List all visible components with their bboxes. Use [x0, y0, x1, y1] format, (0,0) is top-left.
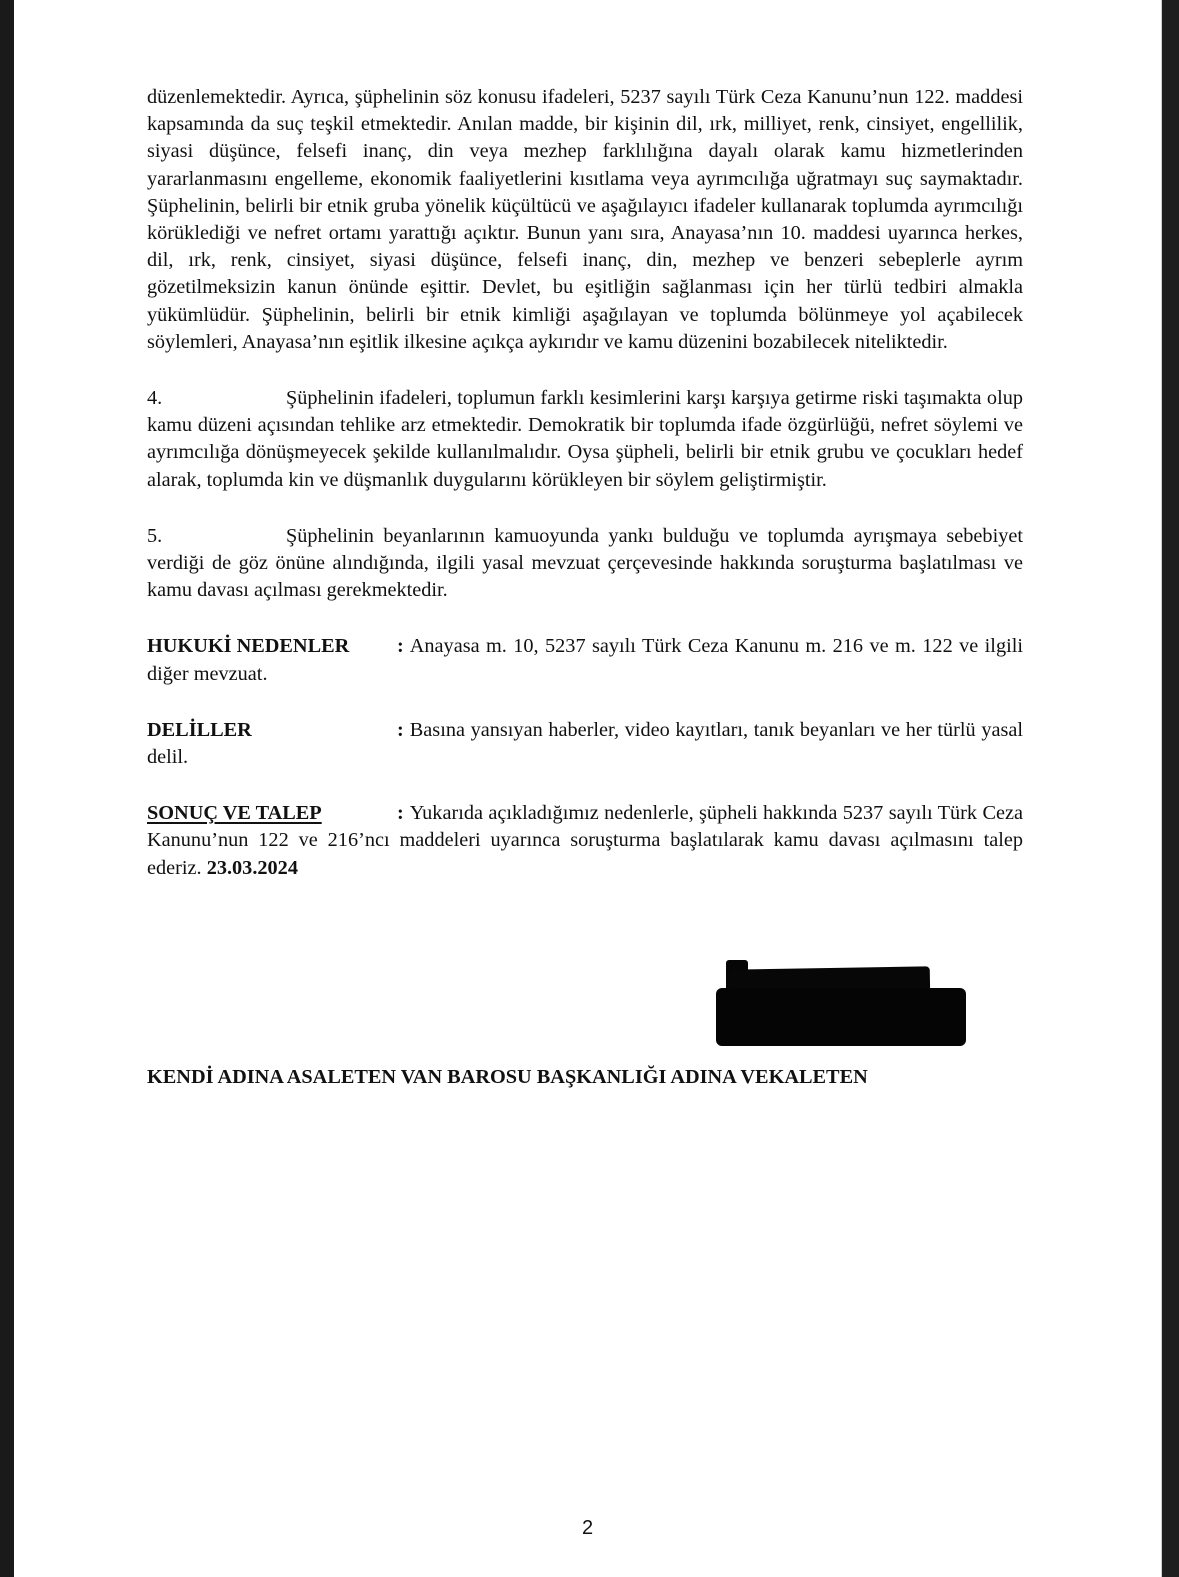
paragraph-text: Şüphelinin ifadeleri, toplumun farklı kesimlerini karşı karşıya getirme riski taşımakta olup kamu düzeni açısından tehlike arz etmektedir. Demokratik bir toplumda ifade özgürlüğü, nefret söylemi ve ayrımcılığa dönüşmeyecek şekilde kullanılmalıdır. Oysa şüpheli, belirli bir etnik grubu ve çocukları hedef alarak, toplumda kin ve düşmanlık duygularını körükleyen bir söylem geliştirmiştir.: [147, 387, 1023, 491]
numbered-paragraph-5: [147, 523, 1023, 605]
section-text: Basına yansıyan haberler, video kayıtları, tanık beyanları ve her türlü yasal delil.: [147, 718, 1023, 769]
page-number: 2: [581, 1517, 594, 1539]
section-heading: SONUÇ VE TALEP: [147, 802, 322, 825]
viewer-right-edge: [1162, 0, 1179, 1577]
signature-line: KENDİ ADINA ASALETEN VAN BAROSU BAŞKANLIĞI ADINA VEKALETEN: [147, 1066, 868, 1088]
paragraph-text: Şüphelinin beyanlarının kamuoyunda yankı bulduğu ve toplumda ayrışmaya sebebiyet verdiği de göz önüne alındığında, ilgili yasal mevzuat çerçevesinde hakkında soruşturma başlatılması ve kamu davası açılması gerekmektedir.: [147, 524, 1023, 602]
section-heading: HUKUKİ NEDENLER: [147, 635, 350, 658]
section-colon: :: [397, 718, 404, 741]
document-page: [14, 0, 1161, 1577]
section-heading: DELİLLER: [147, 718, 252, 741]
paragraph-number: 4.: [147, 387, 163, 410]
conclusion-section: [147, 800, 1023, 882]
section-text: Anayasa m. 10, 5237 sayılı Türk Ceza Kanunu m. 216 ve m. 122 ve ilgili diğer mevzuat.: [147, 635, 1023, 685]
paragraph-number: 5.: [147, 524, 163, 547]
redaction-mark: [716, 988, 966, 1046]
redacted-signature: [716, 960, 966, 1070]
legal-grounds-section: [147, 633, 1023, 687]
page-border: [1161, 0, 1162, 1577]
petition-date: 23.03.2024: [206, 856, 298, 879]
numbered-paragraph-4: [147, 385, 1023, 494]
evidence-section: [147, 717, 1023, 771]
page-content: [147, 84, 1023, 882]
section-text: Yukarıda açıkladığımız nedenlerle, şüpheli hakkında 5237 sayılı Türk Ceza Kanunu’nun 122 ve 216’ncı maddeleri uyarınca soruşturma başlatılarak kamu davası açılmasını talep ederiz.: [147, 802, 1023, 879]
viewer-left-edge: [0, 0, 14, 1577]
section-colon: :: [397, 635, 404, 658]
paragraph-continuation: düzenlemektedir. Ayrıca, şüphelinin söz konusu ifadeleri, 5237 sayılı Türk Ceza Kanunu’nun 122. maddesi kapsamında da suç teşkil etmektedir. Anılan madde, bir kişinin dil, ırk, milliyet, renk, cinsiyet, engellilik, siyasi düşünce, felsefi inanç, din veya mezhep farklılığına dayalı olarak kamu hizmetlerinden yararlanmasını engelleme, ekonomik faaliyetlerini kısıtlama veya ayrımcılığa uğratmayı suç saymaktadır. Şüphelinin, belirli bir etnik gruba yönelik küçültücü ve aşağılayıcı ifadeler kullanarak toplumda ayrımcılığı körüklediği ve nefret ortamı yarattığı açıktır. Bunun yanı sıra, Anayasa’nın 10. maddesi uyarınca herkes, dil, ırk, renk, cinsiyet, siyasi düşünce, felsefi inanç, din, mezhep ve benzeri sebeplerle ayrım gözetilmeksizin kanun önünde eşittir. Devlet, bu eşitliğin sağlanması için her türlü tedbiri almakla yükümlüdür. Şüphelinin, belirli bir etnik kimliği aşağılayan ve toplumda bölünmeye yol açabilecek söylemleri, Anayasa’nın eşitlik ilkesine açıkça aykırıdır ve kamu düzenini bozabilecek niteliktedir.: [147, 86, 1023, 353]
section-colon: :: [397, 802, 404, 825]
